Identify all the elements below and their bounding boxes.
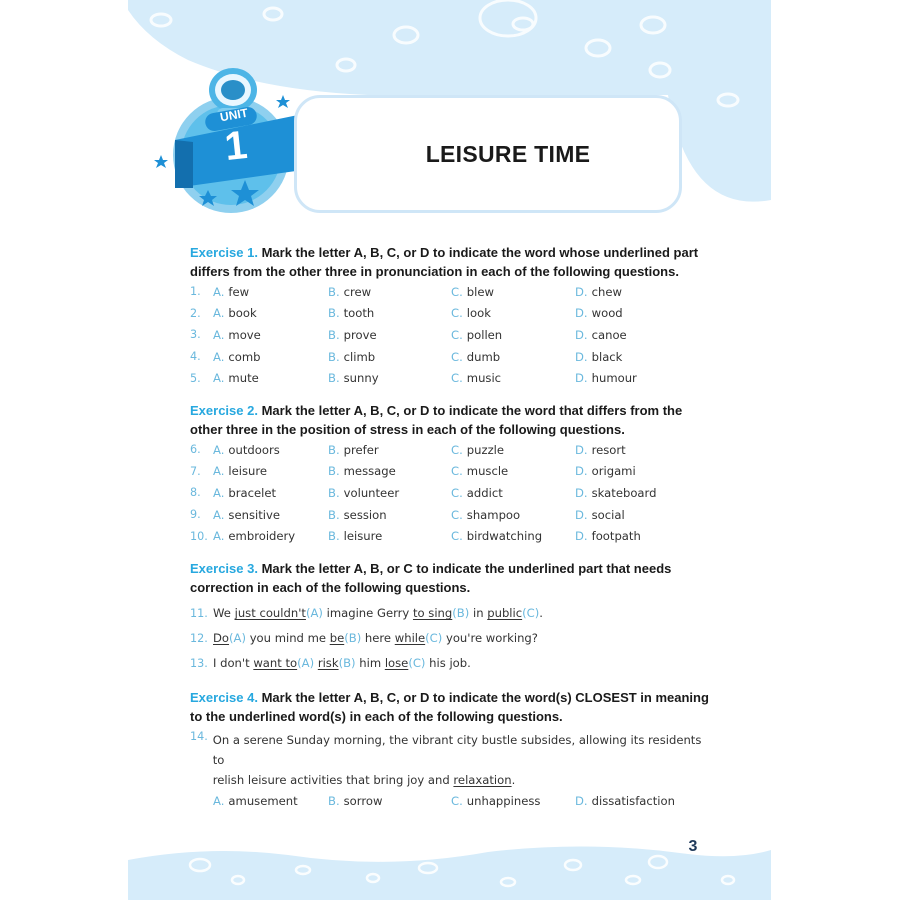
option-letter: D. <box>575 306 588 321</box>
option-word: tooth <box>343 306 375 321</box>
question-row <box>190 324 710 346</box>
workbook-page <box>128 0 771 900</box>
answer-option <box>451 285 575 299</box>
option-word: blew <box>466 284 494 299</box>
option-letter: A. <box>213 793 225 808</box>
option-letter: B. <box>328 485 340 500</box>
sentence-text: his job. <box>425 656 471 671</box>
option-word: dissatisfaction <box>591 793 675 808</box>
underlined-part: while <box>394 631 426 646</box>
sentence-text: We <box>213 606 235 621</box>
question-row <box>190 482 710 504</box>
underlined-part: want to <box>253 656 298 671</box>
option-word: leisure <box>228 464 268 479</box>
question-number: 10. <box>190 529 208 543</box>
part-label: (B) <box>344 631 362 646</box>
answer-option <box>213 371 328 385</box>
option-word: muscle <box>466 464 509 479</box>
part-label: (C) <box>425 631 443 646</box>
question-number: 14. <box>190 729 208 743</box>
answer-options <box>190 790 710 812</box>
exercise-number: Exercise 1. <box>190 245 258 260</box>
underlined-part: lose <box>384 656 409 671</box>
option-word: prove <box>343 327 377 342</box>
question-row <box>190 346 710 368</box>
option-letter: A. <box>213 306 225 321</box>
exercise-instruction: Mark the letter A, B, C, or D to indicate the word(s) CLOSEST in meaning to the underlined word(s) in each of the following questions. <box>190 689 709 724</box>
unit-label: UNIT <box>218 105 250 125</box>
sentence-text: you mind me <box>246 631 330 646</box>
exercise-number: Exercise 4. <box>190 689 258 705</box>
option-letter: B. <box>328 284 340 299</box>
question-number: 3. <box>190 328 201 342</box>
answer-option <box>451 486 575 500</box>
question-list <box>190 281 710 389</box>
option-word: black <box>591 349 623 364</box>
part-label: (A) <box>305 606 323 621</box>
option-letter: B. <box>328 507 340 522</box>
question-number: 2. <box>190 306 201 320</box>
option-word: shampoo <box>466 507 521 522</box>
exercise-3 <box>190 559 710 676</box>
question-row <box>190 461 710 483</box>
option-letter: C. <box>451 485 463 500</box>
option-letter: A. <box>213 442 225 457</box>
option-word: pollen <box>466 327 503 342</box>
option-letter: C. <box>451 306 463 321</box>
option-letter: D. <box>575 793 588 808</box>
option-word: sunny <box>343 371 379 386</box>
option-letter: B. <box>328 793 340 808</box>
page-number: 3 <box>688 838 698 855</box>
option-word: leisure <box>343 529 383 544</box>
answer-option <box>575 371 691 385</box>
question-number: 9. <box>190 508 201 522</box>
option-letter: C. <box>451 507 463 522</box>
unit-number: 1 <box>222 122 250 170</box>
option-word: addict <box>466 485 503 500</box>
underlined-part: public <box>487 606 523 621</box>
question-list <box>190 601 710 676</box>
option-letter: A. <box>213 485 225 500</box>
option-letter: B. <box>328 464 340 479</box>
option-word: volunteer <box>343 485 400 500</box>
part-label: (C) <box>408 656 426 671</box>
option-word: look <box>466 306 491 321</box>
option-letter: D. <box>575 327 588 342</box>
option-word: outdoors <box>228 442 280 457</box>
answer-option <box>575 529 691 543</box>
answer-option <box>451 306 575 320</box>
option-letter: B. <box>328 442 340 457</box>
option-letter: D. <box>575 529 588 544</box>
sentence-text: here <box>361 631 395 646</box>
underlined-word: relaxation <box>453 772 512 787</box>
question-14 <box>190 730 710 790</box>
exercise-4 <box>190 688 710 812</box>
answer-option <box>213 306 328 320</box>
part-label: (A) <box>229 631 247 646</box>
question-sentence <box>213 656 471 670</box>
answer-option <box>213 464 328 478</box>
answer-option <box>575 306 691 320</box>
question-number: 7. <box>190 464 201 478</box>
option-word: move <box>228 327 261 342</box>
option-letter: B. <box>328 529 340 544</box>
sentence-text: . <box>539 606 543 621</box>
answer-option <box>328 328 451 342</box>
question-number: 11. <box>190 606 208 620</box>
answer-option <box>328 486 451 500</box>
question-row <box>190 525 710 547</box>
option-word: sensitive <box>228 507 280 522</box>
answer-option <box>213 443 328 457</box>
question-sentence <box>213 631 538 645</box>
question-row <box>190 303 710 325</box>
answer-option <box>575 350 691 364</box>
underlined-part: risk <box>317 656 339 671</box>
option-letter: D. <box>575 507 588 522</box>
option-word: session <box>343 507 387 522</box>
exercise-heading <box>190 243 710 281</box>
option-letter: A. <box>213 349 225 364</box>
question-row <box>190 367 710 389</box>
answer-option <box>213 508 328 522</box>
question-text-post: . <box>511 772 516 787</box>
part-label: (C) <box>522 606 540 621</box>
question-text-line-2 <box>213 770 710 790</box>
answer-option <box>451 443 575 457</box>
answer-option <box>328 508 451 522</box>
exercise-instruction: Mark the letter A, B, C, or D to indicate the word that differs from the other three in the position of stress in each of the following questions. <box>190 402 683 437</box>
option-word: unhappiness <box>466 793 541 808</box>
question-row <box>190 504 710 526</box>
option-word: footpath <box>591 529 641 544</box>
answer-option <box>213 328 328 342</box>
option-word: canoe <box>591 327 627 342</box>
option-letter: C. <box>451 793 463 808</box>
sentence-text: him <box>355 656 385 671</box>
underlined-part: be <box>329 631 345 646</box>
answer-option <box>575 443 691 457</box>
page-title: LEISURE TIME <box>425 140 591 167</box>
question-row <box>190 601 710 626</box>
option-word: birdwatching <box>466 529 543 544</box>
option-letter: D. <box>575 284 588 299</box>
option-word: dumb <box>466 349 501 364</box>
question-number: 1. <box>190 285 201 299</box>
part-label: (A) <box>297 656 315 671</box>
answer-option <box>451 794 575 808</box>
answer-option <box>328 794 451 808</box>
option-letter: A. <box>213 507 225 522</box>
option-letter: C. <box>451 327 463 342</box>
answer-option <box>451 328 575 342</box>
option-word: few <box>228 284 250 299</box>
option-letter: A. <box>213 284 225 299</box>
question-sentence <box>213 606 543 620</box>
option-word: book <box>228 306 257 321</box>
question-number: 5. <box>190 371 201 385</box>
option-letter: D. <box>575 442 588 457</box>
option-word: chew <box>591 284 622 299</box>
exercise-heading <box>190 401 710 439</box>
option-letter: C. <box>451 529 463 544</box>
option-letter: D. <box>575 349 588 364</box>
sentence-text: imagine Gerry <box>322 606 413 621</box>
question-row <box>190 651 710 676</box>
exercise-2 <box>190 401 710 547</box>
answer-option <box>575 486 691 500</box>
option-letter: D. <box>575 485 588 500</box>
option-letter: A. <box>213 371 225 386</box>
question-text-pre: relish leisure activities that bring joy and <box>212 772 454 787</box>
answer-option <box>328 443 451 457</box>
option-word: climb <box>343 349 376 364</box>
answer-option <box>575 328 691 342</box>
option-word: skateboard <box>591 485 657 500</box>
exercise-heading <box>190 559 710 597</box>
answer-option <box>575 285 691 299</box>
option-letter: C. <box>451 442 463 457</box>
answer-option <box>328 371 451 385</box>
answer-option <box>575 464 691 478</box>
answer-option <box>213 486 328 500</box>
question-number: 8. <box>190 486 201 500</box>
answer-option <box>451 371 575 385</box>
question-number: 6. <box>190 443 201 457</box>
option-word: crew <box>343 284 372 299</box>
answer-option <box>575 508 691 522</box>
option-letter: B. <box>328 349 340 364</box>
answer-option <box>328 285 451 299</box>
option-letter: C. <box>451 284 463 299</box>
question-row <box>190 281 710 303</box>
exercise-instruction: Mark the letter A, B, or C to indicate the underlined part that needs correction in each of the following questions. <box>190 560 672 595</box>
option-word: social <box>591 507 625 522</box>
option-word: wood <box>591 306 623 321</box>
option-word: humour <box>591 371 637 386</box>
option-letter: A. <box>213 327 225 342</box>
exercise-content <box>190 243 710 824</box>
answer-option <box>213 529 328 543</box>
question-number: 12. <box>190 631 208 645</box>
answer-option <box>328 464 451 478</box>
question-text-line-1: On a serene Sunday morning, the vibrant city bustle subsides, allowing its residents to <box>212 732 702 767</box>
option-word: prefer <box>343 442 379 457</box>
exercise-number: Exercise 3. <box>190 560 258 576</box>
exercise-number: Exercise 2. <box>190 402 258 418</box>
option-word: music <box>466 371 502 386</box>
option-word: resort <box>591 442 626 457</box>
answer-option <box>213 794 328 808</box>
option-word: message <box>343 464 396 479</box>
option-letter: C. <box>451 464 463 479</box>
exercise-heading <box>190 688 710 726</box>
option-letter: B. <box>328 327 340 342</box>
question-row <box>190 439 710 461</box>
question-number: 13. <box>190 656 208 670</box>
sentence-text: you're working? <box>442 631 538 646</box>
exercise-instruction: Mark the letter A, B, C, or D to indicate the word whose underlined part differs from the other three in pronunciation in each of the following questions. <box>190 245 699 279</box>
option-letter: B. <box>328 306 340 321</box>
option-letter: D. <box>575 464 588 479</box>
sentence-text: I don't <box>213 656 254 671</box>
answer-option <box>328 529 451 543</box>
answer-option <box>213 350 328 364</box>
option-word: bracelet <box>228 485 277 500</box>
option-letter: B. <box>328 371 340 386</box>
option-letter: D. <box>575 371 588 386</box>
option-letter: A. <box>213 529 225 544</box>
exercise-1 <box>190 243 710 389</box>
option-word: comb <box>228 349 261 364</box>
question-row <box>190 626 710 651</box>
part-label: (B) <box>452 606 470 621</box>
option-word: puzzle <box>466 442 505 457</box>
answer-option <box>451 529 575 543</box>
underlined-part: to sing <box>412 606 453 621</box>
answer-option <box>451 350 575 364</box>
underlined-part: Do <box>213 631 230 646</box>
answer-option <box>328 350 451 364</box>
sentence-text: in <box>469 606 488 621</box>
option-word: embroidery <box>228 529 296 544</box>
answer-option <box>328 306 451 320</box>
part-label: (B) <box>338 656 356 671</box>
option-letter: C. <box>451 349 463 364</box>
answer-option <box>451 464 575 478</box>
answer-option <box>213 285 328 299</box>
underlined-part: just couldn't <box>234 606 306 621</box>
option-word: origami <box>591 464 636 479</box>
option-letter: C. <box>451 371 463 386</box>
title-box <box>294 95 682 213</box>
question-number: 4. <box>190 350 201 364</box>
answer-option <box>451 508 575 522</box>
option-word: sorrow <box>343 793 383 808</box>
option-word: amusement <box>228 793 298 808</box>
answer-option <box>575 794 691 808</box>
option-letter: A. <box>213 464 225 479</box>
option-word: mute <box>228 371 259 386</box>
question-list <box>190 439 710 547</box>
